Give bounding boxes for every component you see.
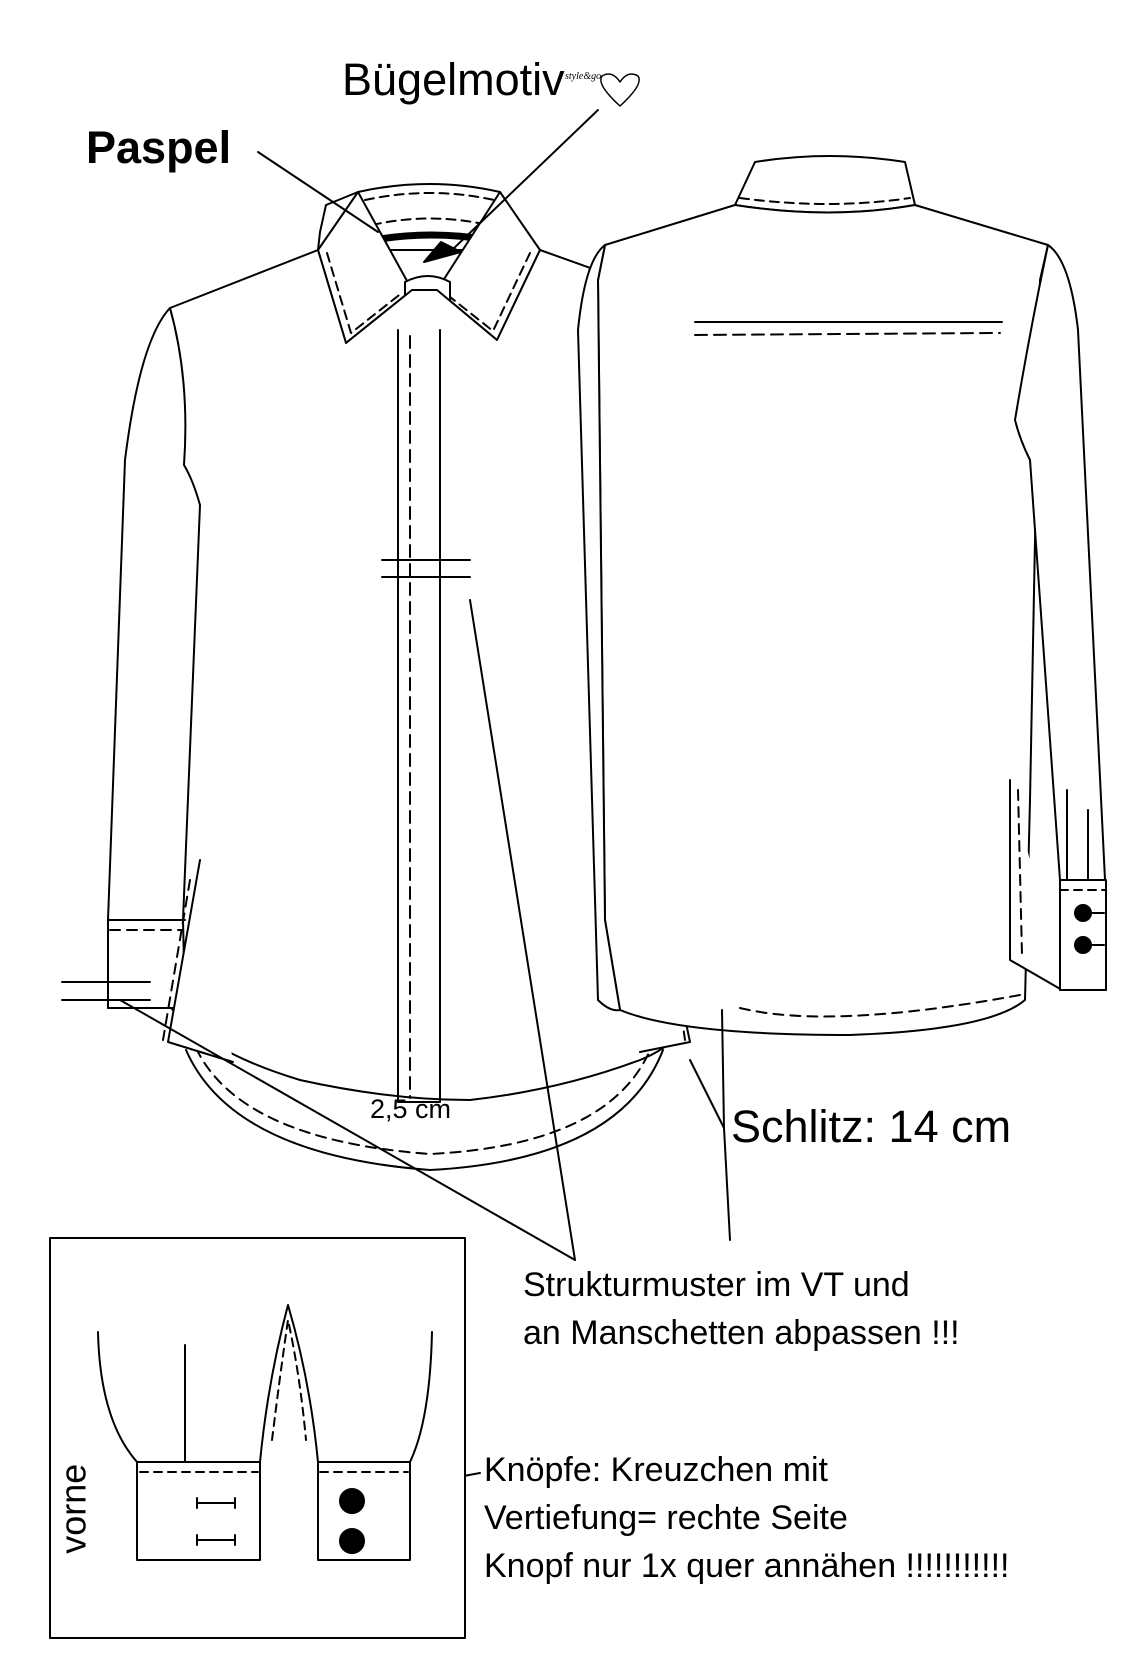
label-front-view: vorne	[52, 1463, 94, 1554]
label-buttons-3: Knopf nur 1x quer annähen !!!!!!!!!!!	[484, 1547, 1010, 1585]
detail-button-2	[340, 1529, 364, 1553]
cuff-detail-box	[50, 1238, 465, 1638]
leader-slit-2	[724, 1128, 730, 1240]
label-piping: Paspel	[86, 122, 232, 173]
back-body	[598, 205, 1048, 1035]
leader-slit-1	[690, 1060, 724, 1128]
heart-icon	[601, 74, 639, 106]
detail-button-1	[340, 1489, 364, 1513]
label-pattern-match-1: Strukturmuster im VT und	[523, 1266, 910, 1304]
back-cuff	[1060, 880, 1106, 990]
back-cuff-button-1	[1075, 905, 1091, 921]
detail-left-cuff	[137, 1462, 260, 1560]
label-buttons-2: Vertiefung= rechte Seite	[484, 1499, 848, 1537]
label-logo: style&go	[565, 71, 602, 82]
label-iron-on-motif: Bügelmotiv	[342, 54, 565, 105]
label-placket-width: 2,5 cm	[370, 1094, 452, 1124]
label-pattern-match-2: an Manschetten abpassen !!!	[523, 1314, 960, 1352]
back-cuff-button-2	[1075, 937, 1091, 953]
label-slit: Schlitz: 14 cm	[731, 1101, 1012, 1152]
detail-frame	[50, 1238, 465, 1638]
label-buttons-1: Knöpfe: Kreuzchen mit	[484, 1451, 828, 1489]
shirt-back-view	[578, 156, 1106, 1035]
back-collar	[735, 156, 915, 213]
